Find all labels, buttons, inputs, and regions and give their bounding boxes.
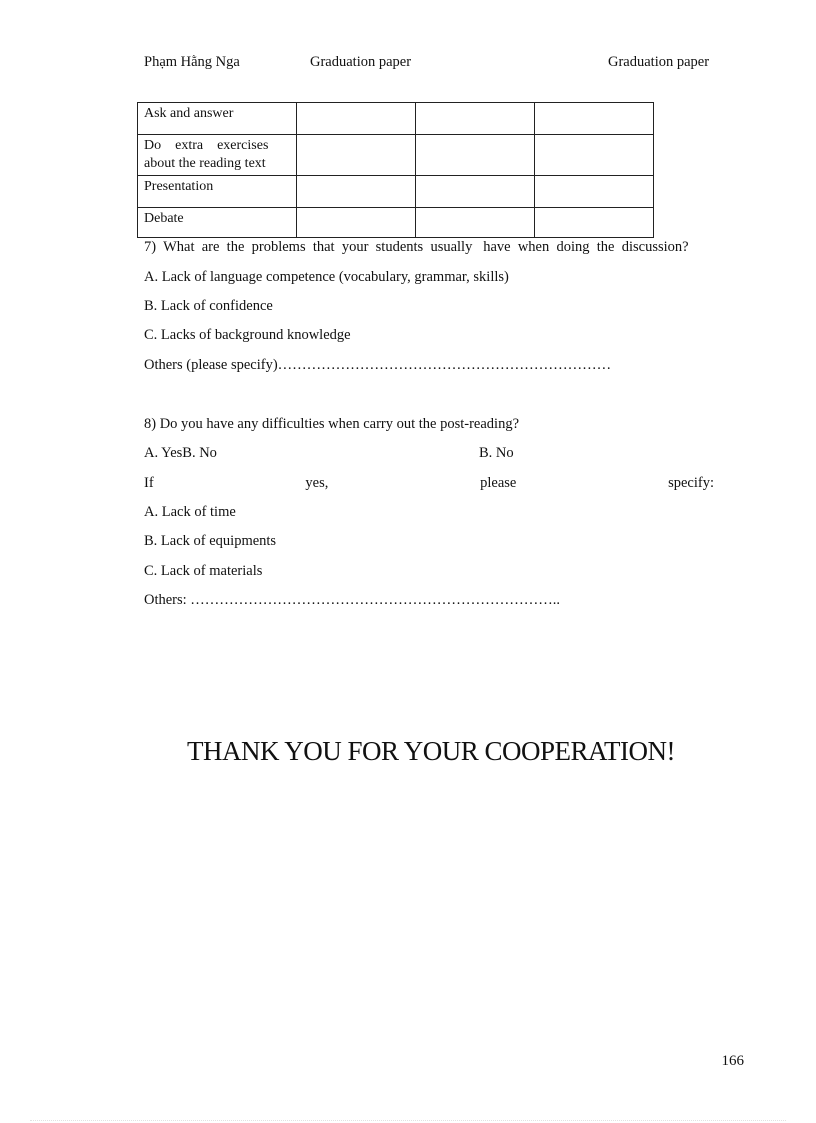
q8-option-equipments: B. Lack of equipments [144,533,277,549]
q8-specify-line [144,475,714,492]
q8-others: Others: ………………………………………………………………….. [144,592,561,608]
table-cell-label: Debate [138,208,297,238]
table-row [138,208,654,238]
activities-table [137,102,654,238]
q8-option-time: A. Lack of time [144,504,236,520]
table-cell-empty [535,208,654,238]
question-7: 7) What are the problems that your students usually have when doing the discussion? [144,239,689,255]
page-bottom-divider [30,1120,786,1121]
table-cell-empty [416,135,535,176]
table-cell-empty [416,208,535,238]
specify-word: specify: [668,475,714,491]
header-author: Phạm Hằng Nga [144,54,240,70]
table-cell-empty [416,176,535,208]
closing-message: THANK YOU FOR YOUR COOPERATION! [186,736,675,766]
table-cell-empty [297,208,416,238]
table-row [138,176,654,208]
specify-word: If [144,475,154,491]
table-cell-empty [297,103,416,135]
q8-option-materials: C. Lack of materials [144,563,263,579]
table-cell-empty [535,103,654,135]
question-8: 8) Do you have any difficulties when carry out the post-reading? [144,416,520,432]
table-row [138,103,654,135]
table-cell-empty [416,103,535,135]
table-cell-empty [535,135,654,176]
header-title-left: Graduation paper [310,54,412,70]
table-cell-empty [297,176,416,208]
q7-option-b: B. Lack of confidence [144,298,273,314]
table-cell-label: Ask and answer [138,103,297,135]
page-number: 166 [721,1053,744,1069]
q8-option-yes: A. YesB. No [144,445,217,461]
q7-option-a: A. Lack of language competence (vocabulary, grammar, skills) [144,269,509,285]
specify-word: yes, [305,475,329,491]
specify-word: please [480,475,517,491]
q7-others: Others (please specify)…………………………………………………………… [144,357,612,373]
table-cell-empty [535,176,654,208]
table-cell-label: Presentation [138,176,297,208]
header-title-right: Graduation paper [608,54,710,70]
table-row [138,135,654,176]
q8-option-no: B. No [479,445,514,461]
table-cell-empty [297,135,416,176]
table-cell-label: Do extra exercises about the reading text [138,135,297,176]
q7-option-c: C. Lacks of background knowledge [144,327,351,343]
